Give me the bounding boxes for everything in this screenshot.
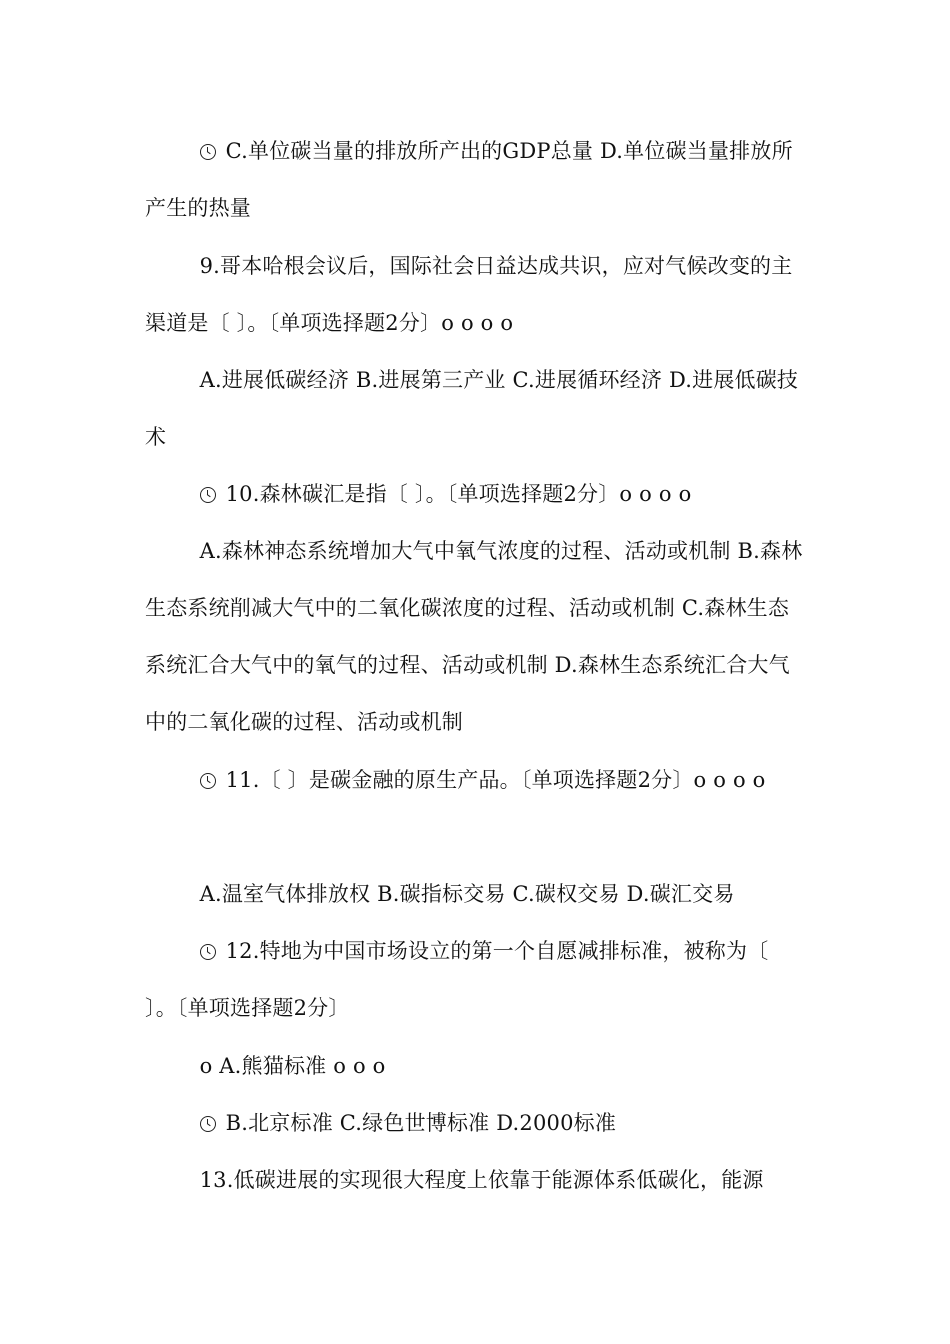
paragraph-text: 11.〔 〕是碳金融的原生产品。〔单项选择题2分〕o o o o xyxy=(225,768,766,792)
paragraph-text: C.单位碳当量的排放所产出的GDP总量 D.单位碳当量排放所产生的热量 xyxy=(145,139,793,220)
paragraph-text: 9.哥本哈根会议后，国际社会日益达成共识，应对气候改变的主渠道是〔 〕。〔单项选择题2分〕o o o o xyxy=(145,254,793,335)
paragraph-q10-options xyxy=(145,523,807,751)
paragraph-text: 10.森林碳汇是指〔 〕。〔单项选择题2分〕o o o o xyxy=(225,482,692,506)
clock-icon xyxy=(200,944,216,960)
paragraph-q12-options-bcd xyxy=(145,1095,807,1152)
paragraph-text: 13.低碳进展的实现很大程度上依靠于能源体系低碳化，能源 xyxy=(199,1168,764,1192)
paragraph-text: A.森林神态系统增加大气中氧气浓度的过程、活动或机制 B.森林生态系统削减大气中的二氧化碳浓度的过程、活动或机制 C.森林生态系统汇合大气中的氧气的过程、活动或机制 D.森林生态系统汇合大气中的二氧化碳的过程、活动或机制 xyxy=(145,539,803,734)
paragraph-q12-question xyxy=(145,923,807,1037)
clock-icon xyxy=(200,144,216,160)
paragraph-q10-question xyxy=(145,466,807,523)
paragraph-q9-options xyxy=(145,352,807,466)
paragraph-text: A.进展低碳经济 B.进展第三产业 C.进展循环经济 D.进展低碳技术 xyxy=(145,368,799,449)
paragraph-text: A.温室气体排放权 B.碳指标交易 C.碳权交易 D.碳汇交易 xyxy=(199,882,735,906)
paragraph-q11-options xyxy=(145,866,807,923)
clock-icon xyxy=(200,487,216,503)
paragraph-q9-question xyxy=(145,238,807,352)
paragraph-text: B.北京标准 C.绿色世博标准 D.2000标准 xyxy=(225,1111,617,1135)
paragraph-q12-option-a xyxy=(145,1038,807,1095)
clock-icon xyxy=(200,1116,216,1132)
clock-icon xyxy=(200,773,216,789)
paragraph-q11-question xyxy=(145,752,807,809)
paragraph-q13-question xyxy=(145,1152,807,1209)
paragraph-q8-options xyxy=(145,123,807,237)
paragraph-text: 12.特地为中国市场设立的第一个自愿减排标准，被称为〔 〕。〔单项选择题2分〕 xyxy=(145,939,769,1020)
paragraph-text: o A.熊猫标准 o o o xyxy=(199,1054,386,1078)
